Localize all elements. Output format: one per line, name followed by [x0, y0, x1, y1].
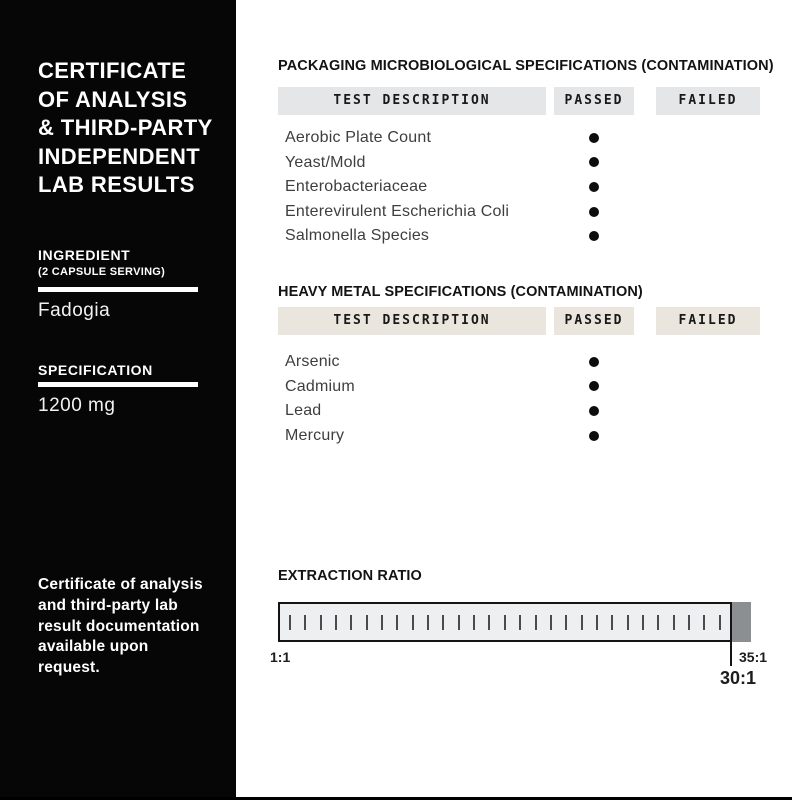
passed-cell	[554, 350, 634, 375]
column-header-failed: FAILED	[656, 307, 760, 335]
micro-specs-table-body	[236, 126, 792, 249]
passed-dot-icon	[589, 157, 599, 167]
title-line: CERTIFICATE	[38, 58, 187, 83]
sidebar	[0, 0, 236, 800]
ruler-tick	[703, 615, 705, 630]
ruler-tick	[396, 615, 398, 630]
column-header-passed: PASSED	[554, 87, 634, 115]
ruler-tick	[550, 615, 552, 630]
ruler-tick	[657, 615, 659, 630]
ingredient-label: INGREDIENT	[38, 247, 131, 263]
availability-note-line: and third-party lab	[38, 596, 178, 614]
ruler-tick	[488, 615, 490, 630]
ruler-tick	[412, 615, 414, 630]
availability-note	[38, 575, 214, 679]
test-description: Enterobacteriaceae	[285, 178, 428, 196]
column-header-passed: PASSED	[554, 307, 634, 335]
test-description: Aerobic Plate Count	[285, 129, 432, 146]
ruler-tick	[350, 615, 352, 630]
column-header-failed: FAILED	[656, 87, 760, 115]
passed-dot-icon	[589, 182, 599, 192]
passed-cell	[554, 224, 634, 249]
ratio-value-label: 30:1	[719, 668, 757, 688]
ruler-tick	[289, 615, 291, 630]
column-header-test-description: TEST DESCRIPTION	[278, 307, 546, 335]
failed-cell	[656, 399, 760, 424]
ruler-tick	[565, 615, 567, 630]
ruler-tick	[688, 615, 690, 630]
table-row	[236, 375, 792, 400]
failed-cell	[656, 350, 760, 375]
failed-cell	[656, 424, 760, 449]
extraction-ratio-scale	[278, 602, 732, 642]
passed-dot-icon	[589, 231, 599, 241]
scale-min-label: 1:1	[270, 649, 291, 665]
results-panel	[236, 0, 792, 800]
ruler-tick	[504, 615, 506, 630]
table-row	[236, 126, 792, 151]
table-row	[236, 424, 792, 449]
passed-cell	[554, 175, 634, 200]
extraction-ratio-heading: EXTRACTION RATIO	[278, 568, 422, 584]
ruler-end-cap	[732, 602, 751, 642]
table-row	[236, 200, 792, 225]
scale-max-label: 35:1	[739, 649, 768, 665]
passed-cell	[554, 375, 634, 400]
passed-cell	[554, 200, 634, 225]
table-row	[236, 175, 792, 200]
failed-cell	[656, 375, 760, 400]
title-line: INDEPENDENT	[38, 143, 201, 169]
failed-cell	[656, 200, 760, 225]
ruler-tick	[381, 615, 383, 630]
passed-cell	[554, 151, 634, 176]
title-line: LAB RESULTS	[38, 172, 195, 197]
specification-value: 1200 mg	[38, 395, 116, 416]
passed-dot-icon	[589, 133, 599, 143]
specification-label: SPECIFICATION	[38, 362, 153, 378]
ruler-tick	[627, 615, 629, 630]
micro-specs-heading: PACKAGING MICROBIOLOGICAL SPECIFICATIONS (CONTAMINATION)	[278, 58, 774, 74]
page-title	[38, 57, 213, 200]
passed-dot-icon	[589, 357, 599, 367]
ruler-tick	[473, 615, 475, 630]
ratio-marker-line	[730, 602, 732, 666]
failed-cell	[656, 175, 760, 200]
passed-cell	[554, 126, 634, 151]
failed-cell	[656, 126, 760, 151]
ruler-tick	[320, 615, 322, 630]
ruler-tick	[519, 615, 521, 630]
title-line: OF ANALYSIS	[38, 86, 188, 112]
passed-dot-icon	[589, 381, 599, 391]
divider	[38, 382, 198, 387]
test-description: Lead	[285, 402, 322, 420]
failed-cell	[656, 224, 760, 249]
ruler-tick	[535, 615, 537, 630]
ingredient-value: Fadogia	[38, 300, 111, 321]
ruler-tick	[458, 615, 460, 630]
table-row	[236, 224, 792, 249]
heavy-metal-specs-heading: HEAVY METAL SPECIFICATIONS (CONTAMINATION)	[278, 284, 643, 300]
passed-cell	[554, 399, 634, 424]
heavy-metal-table-body	[236, 350, 792, 448]
table-row	[236, 151, 792, 176]
ruler-tick	[719, 615, 721, 630]
divider	[38, 287, 198, 292]
ruler-tick	[611, 615, 613, 630]
ruler-tick	[442, 615, 444, 630]
availability-note-line: Certificate of analysis	[38, 576, 203, 593]
ruler-tick	[581, 615, 583, 630]
test-description: Mercury	[285, 426, 345, 444]
ruler-tick	[673, 615, 675, 630]
ruler-tick	[335, 615, 337, 630]
passed-cell	[554, 424, 634, 449]
test-description: Salmonella Species	[285, 227, 430, 245]
ingredient-serving-note: (2 CAPSULE SERVING)	[38, 266, 166, 278]
test-description: Cadmium	[285, 377, 355, 395]
test-description: Yeast/Mold	[285, 153, 366, 171]
failed-cell	[656, 151, 760, 176]
test-description: Enterevirulent Escherichia Coli	[285, 202, 510, 220]
table-row	[236, 399, 792, 424]
ruler-ticks	[280, 604, 730, 640]
test-description: Arsenic	[285, 353, 340, 370]
passed-dot-icon	[589, 431, 599, 441]
ruler-tick	[642, 615, 644, 630]
ruler-tick	[366, 615, 368, 630]
availability-note-line: available upon request.	[38, 638, 149, 677]
table-row	[236, 350, 792, 375]
column-header-test-description: TEST DESCRIPTION	[278, 87, 546, 115]
ruler-tick	[596, 615, 598, 630]
title-line: & THIRD-PARTY	[38, 115, 213, 140]
availability-note-line: result documentation	[38, 617, 200, 635]
ruler-tick	[427, 615, 429, 630]
ruler-tick	[304, 615, 306, 630]
passed-dot-icon	[589, 207, 599, 217]
passed-dot-icon	[589, 406, 599, 416]
